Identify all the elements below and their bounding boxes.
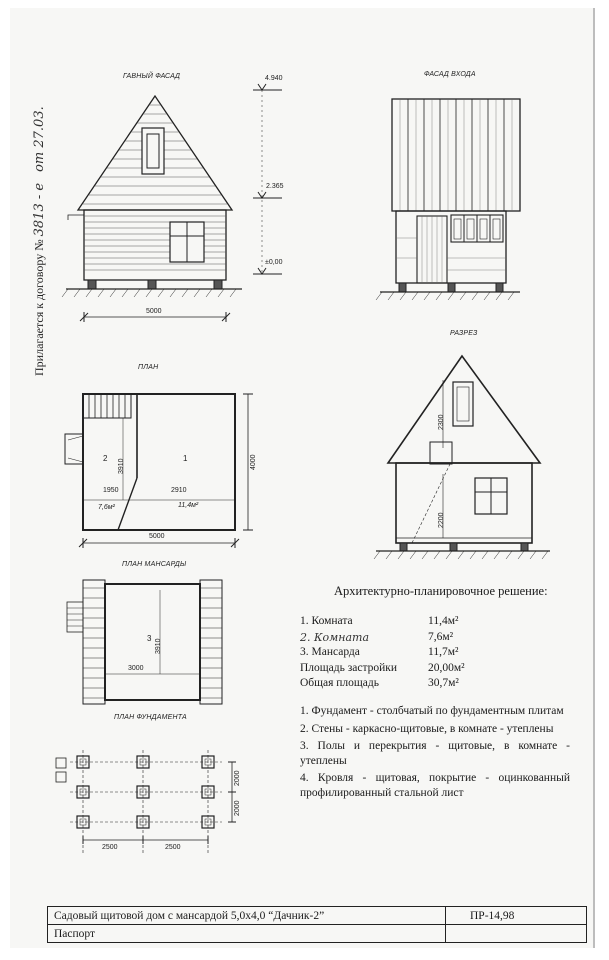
side-note-date: от 27.03.	[32, 106, 47, 172]
dim-room1-width: 2910	[171, 487, 187, 494]
elevation-zero: ±0,00	[265, 259, 283, 266]
architectural-drawings	[10, 8, 593, 948]
room-label: 3. Мансарда	[300, 646, 360, 658]
room-row	[300, 614, 465, 630]
title-block-doc-type: Паспорт	[48, 925, 446, 942]
section-drawing	[374, 356, 550, 559]
side-note-printed: Прилагается к договору №	[32, 239, 46, 376]
elevation-top: 4.940	[265, 75, 283, 82]
dim-section-lower: 2200	[438, 512, 445, 528]
dim-attic-width: 3000	[128, 665, 144, 672]
dim-facade-width: 5000	[146, 308, 162, 315]
attic-plan-drawing	[67, 580, 222, 704]
room-row	[300, 676, 465, 692]
elevation-eave: 2.365	[266, 183, 284, 190]
dim-section-upper: 2300	[438, 414, 445, 430]
side-note-contract-number: 3813 - е	[32, 182, 47, 237]
dim-plan-depth: 4000	[250, 454, 257, 470]
dim-room2-width: 1950	[103, 487, 119, 494]
main-facade-drawing	[62, 84, 282, 322]
construction-notes	[300, 704, 570, 803]
dim-foundation-span-2: 2500	[165, 844, 181, 851]
caption-foundation-plan: ПЛАН ФУНДАМЕНТА	[114, 714, 187, 721]
room-value: 7,6м²	[428, 630, 454, 643]
room-value: 11,7м²	[428, 646, 459, 658]
dim-foundation-h1: 2000	[234, 770, 241, 786]
dim-foundation-span-1: 2500	[102, 844, 118, 851]
room-value: 11,4м²	[428, 615, 459, 627]
room-row	[300, 645, 465, 661]
title-block-name: Садовый щитовой дом с мансардой 5,0х4,0 “Дачник-2”	[48, 907, 446, 924]
side-note	[32, 106, 47, 376]
room-label: Общая площадь	[300, 677, 379, 689]
foundation-plan-drawing	[56, 750, 236, 853]
room-row	[300, 630, 465, 646]
note-floors: 3. Полы и перекрытия - щитовые, в комнате - утеплены	[300, 740, 570, 767]
caption-attic-plan: ПЛАН МАНСАРДЫ	[122, 561, 187, 568]
dim-foundation-h2: 2000	[234, 800, 241, 816]
dim-plan-room-depth: 3910	[118, 458, 125, 474]
plan-room2-number: 2	[103, 454, 108, 463]
room-row	[300, 661, 465, 677]
dim-attic-depth: 3910	[155, 638, 162, 654]
note-walls: 2. Стены - каркасно-щитовые, в комнате - утеплены	[300, 722, 554, 735]
title-block-code: ПР-14,98	[470, 909, 515, 922]
caption-plan: ПЛАН	[138, 364, 159, 371]
entrance-facade-drawing	[376, 99, 520, 300]
rooms-table	[300, 614, 465, 692]
title-block	[47, 906, 587, 943]
plan-room1-area: 11,4м²	[178, 502, 199, 509]
plan-room1-number: 1	[183, 454, 188, 463]
room-label: 1. Комната	[300, 615, 353, 627]
room-label-handwritten: 2. Комната	[300, 630, 370, 644]
room-label: Площадь застройки	[300, 661, 398, 674]
caption-main-facade: ГАВНЫЙ ФАСАД	[123, 73, 181, 80]
decision-title: Архитектурно-планировочное решение:	[334, 584, 548, 598]
note-foundation: 1. Фундамент - столбчатый по фундаментным плитам	[300, 705, 564, 717]
room-value: 20,00м²	[428, 661, 465, 674]
caption-section: РАЗРЕЗ	[450, 330, 478, 337]
dim-plan-width: 5000	[149, 533, 165, 540]
floor-plan-drawing	[65, 394, 253, 548]
caption-entrance-facade: ФАСАД ВХОДА	[424, 71, 476, 78]
note-roof: 4. Кровля - щитовая, покрытие - оцинкованный профилированный стальной лист	[300, 772, 570, 799]
plan-room2-area: 7,6м²	[98, 504, 115, 511]
room-value: 30,7м²	[428, 677, 459, 689]
passport-sheet	[10, 8, 595, 948]
attic-room-number: 3	[147, 634, 152, 643]
